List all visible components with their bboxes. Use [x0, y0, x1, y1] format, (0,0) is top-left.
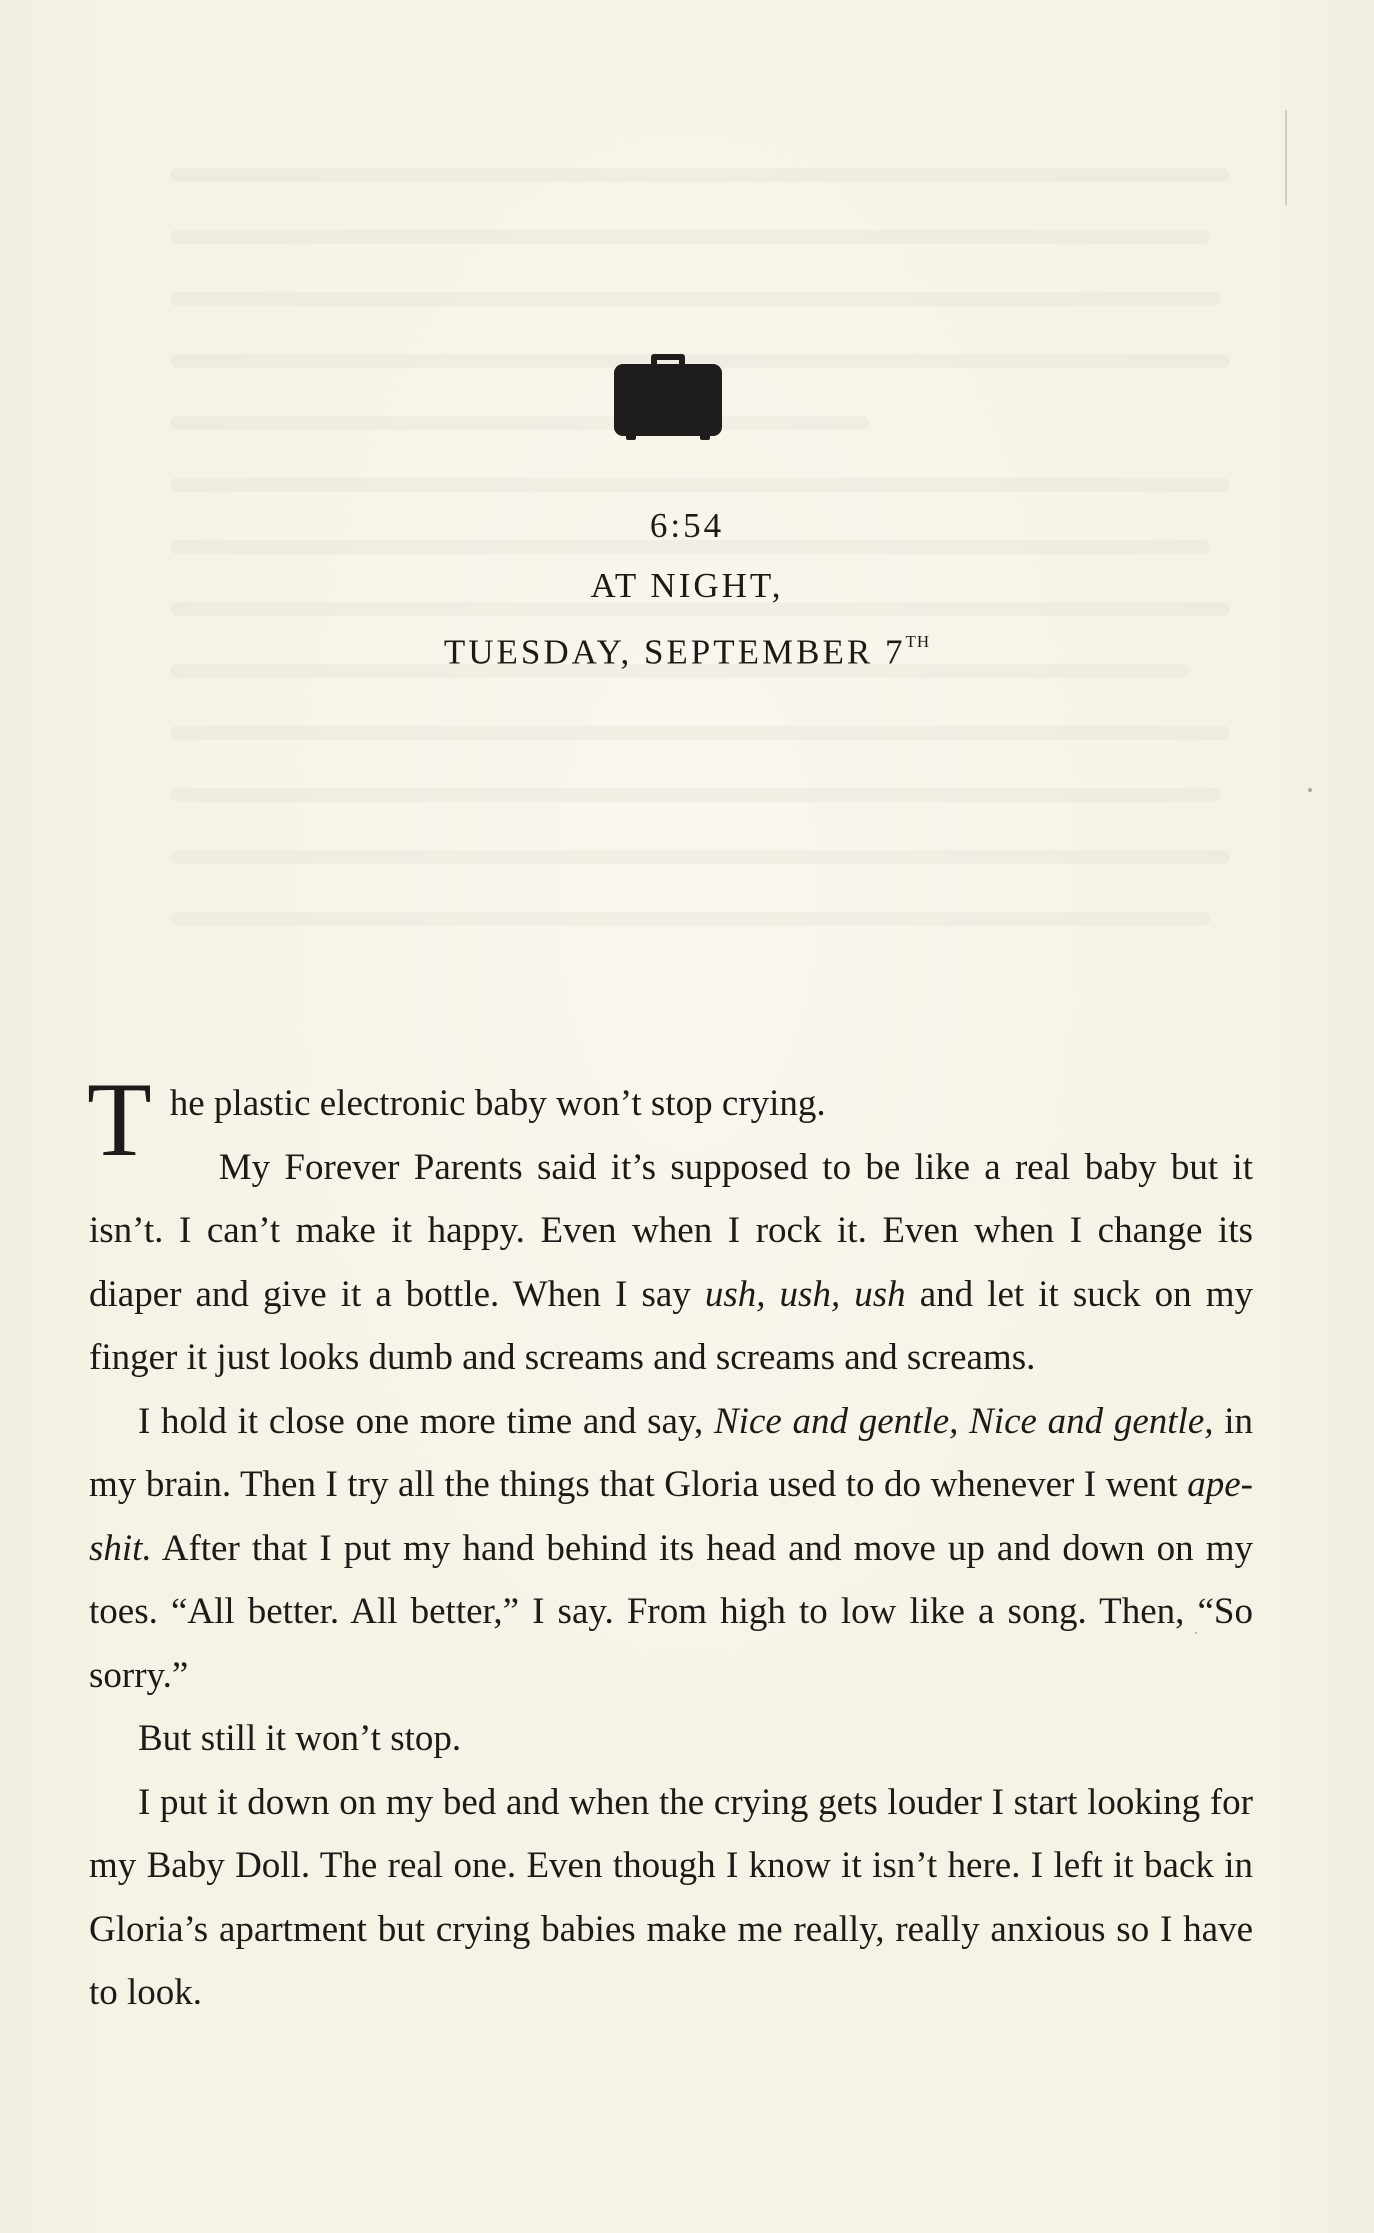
paragraph-3-end: After that I put my hand behind its head and move up and down on my toes. “All better. All better,” I say. From high to low like a song. Then, “So sorry.” — [89, 1527, 1253, 1696]
paragraph-3 — [89, 1390, 1253, 1708]
suitcase-icon — [612, 350, 724, 442]
paragraph-2-italic: ush, ush, ush — [704, 1273, 906, 1315]
page-edge-mark — [1285, 110, 1287, 205]
paragraph-2-end: and let it suck on my finger it just looks dumb and screams and screams and screams. — [89, 1273, 1254, 1378]
paragraph-3-mid: in my brain. Then I try all the things that Gloria used to do whenever I went — [89, 1400, 1254, 1505]
heading-at-night: AT NIGHT, — [590, 566, 784, 605]
heading-date — [287, 616, 1087, 683]
paragraph-2-text: My Forever Parents said it’s supposed to be like a real baby but it isn’t. I can’t make it happy. Even when I rock it. Even when I change its diaper and give it a bottle. When I say — [89, 1146, 1253, 1315]
heading-date-suffix: TH — [905, 632, 931, 651]
chapter-heading — [287, 496, 1087, 683]
heading-date-main: TUESDAY, SEPTEMBER 7 — [443, 632, 906, 672]
paragraph-1 — [87, 1061, 1253, 1178]
paragraph-4: But still it won’t stop. — [138, 1718, 462, 1759]
chapter-body — [87, 1061, 1254, 2025]
drop-cap: T — [87, 1061, 152, 1178]
paragraph-5: I put it down on my bed and when the crying gets louder I start looking for my Baby Doll. The real one. Even though I know it isn’t here. I left it back in Gloria’s apartment but crying babies make me really, really anxious so I have to look. — [89, 1781, 1253, 2013]
paragraph-3-italic-1: Nice and gentle, Nice and gentle, — [713, 1400, 1214, 1442]
heading-time: 6:54 — [649, 506, 725, 545]
paragraph-3-start: I hold it close one more time and say, — [138, 1400, 704, 1442]
paragraph-3-italic-2: ape-shit. — [89, 1464, 1253, 1569]
paragraph-2 — [89, 1136, 1253, 1390]
paragraph-1-text: he plastic electronic baby won’t stop crying. — [169, 1083, 826, 1124]
